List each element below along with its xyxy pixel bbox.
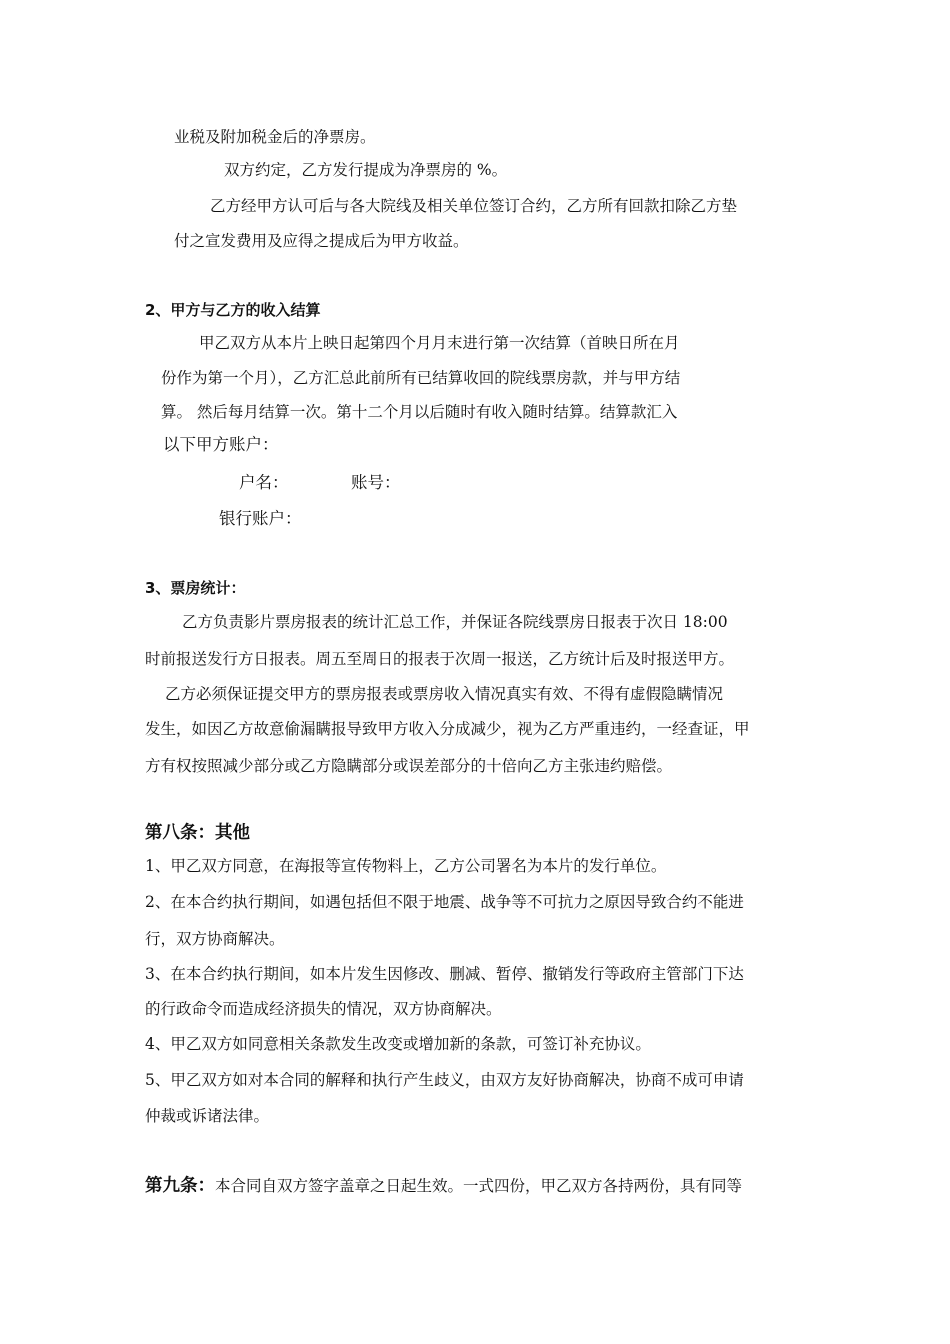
list-item: 3、在本合约执行期间，如本片发生因修改、删减、暂停、撤销发行等政府主管部门下达 bbox=[145, 965, 744, 983]
list-item-continuation: 的行政命令而造成经济损失的情况，双方协商解决。 bbox=[145, 1000, 502, 1018]
article-title: 第九条： bbox=[145, 1176, 215, 1196]
paragraph-line: 发生，如因乙方故意偷漏瞒报导致甲方收入分成减少，视为乙方严重违约，一经查证，甲 bbox=[145, 720, 750, 738]
list-item: 4、甲乙双方如同意相关条款发生改变或增加新的条款，可签订补充协议。 bbox=[145, 1035, 651, 1053]
paragraph-line: 甲乙双方从本片上映日起第四个月月末进行第一次结算（首映日所在月 bbox=[199, 334, 680, 352]
list-item-continuation: 行，双方协商解决。 bbox=[145, 930, 285, 948]
paragraph-line: 方有权按照减少部分或乙方隐瞒部分或误差部分的十倍向乙方主张违约赔偿。 bbox=[145, 757, 673, 775]
paragraph-line: 乙方经甲方认可后与各大院线及相关单位签订合约，乙方所有回款扣除乙方垫 bbox=[210, 197, 738, 215]
paragraph-line: 时前报送发行方日报表。周五至周日的报表于次周一报送，乙方统计后及时报送甲方。 bbox=[145, 650, 735, 668]
article-title: 第八条：其他 bbox=[145, 823, 250, 843]
account-name-label: 户名： bbox=[239, 473, 289, 492]
list-item-continuation: 仲裁或诉诸法律。 bbox=[145, 1107, 270, 1125]
list-item: 5、甲乙双方如对本合同的解释和执行产生歧义，由双方友好协商解决，协商不成可申请 bbox=[145, 1071, 744, 1089]
paragraph-line: 业税及附加税金后的净票房。 bbox=[174, 128, 376, 146]
paragraph-line: 以下甲方账户： bbox=[163, 435, 279, 454]
paragraph-line: 付之宣发费用及应得之提成后为甲方收益。 bbox=[174, 232, 469, 250]
paragraph-line: 乙方负责影片票房报表的统计汇总工作，并保证各院线票房日报表于次日 18:00 bbox=[182, 613, 728, 631]
paragraph-line: 乙方必须保证提交甲方的票房报表或票房收入情况真实有效、不得有虚假隐瞒情况 bbox=[165, 685, 724, 703]
account-number-label: 账号： bbox=[351, 473, 401, 492]
section-heading: 2、甲方与乙方的收入结算 bbox=[145, 301, 321, 319]
bank-account-label: 银行账户： bbox=[219, 509, 302, 528]
paragraph-line: 份作为第一个月），乙方汇总此前所有已结算收回的院线票房款，并与甲方结 bbox=[161, 369, 681, 387]
section-heading: 3、票房统计： bbox=[145, 579, 246, 597]
list-item: 2、在本合约执行期间，如遇包括但不限于地震、战争等不可抗力之原因导致合约不能进 bbox=[145, 893, 744, 911]
article-text: 本合同自双方签字盖章之日起生效。一式四份，甲乙双方各持两份，具有同等 bbox=[215, 1177, 743, 1195]
paragraph-line: 双方约定，乙方发行提成为净票房的 %。 bbox=[224, 161, 508, 179]
article-9-paragraph bbox=[145, 1176, 742, 1196]
paragraph-line: 算。 然后每月结算一次。第十二个月以后随时有收入随时结算。结算款汇入 bbox=[161, 403, 678, 421]
list-item: 1、甲乙双方同意，在海报等宣传物料上，乙方公司署名为本片的发行单位。 bbox=[145, 857, 667, 875]
